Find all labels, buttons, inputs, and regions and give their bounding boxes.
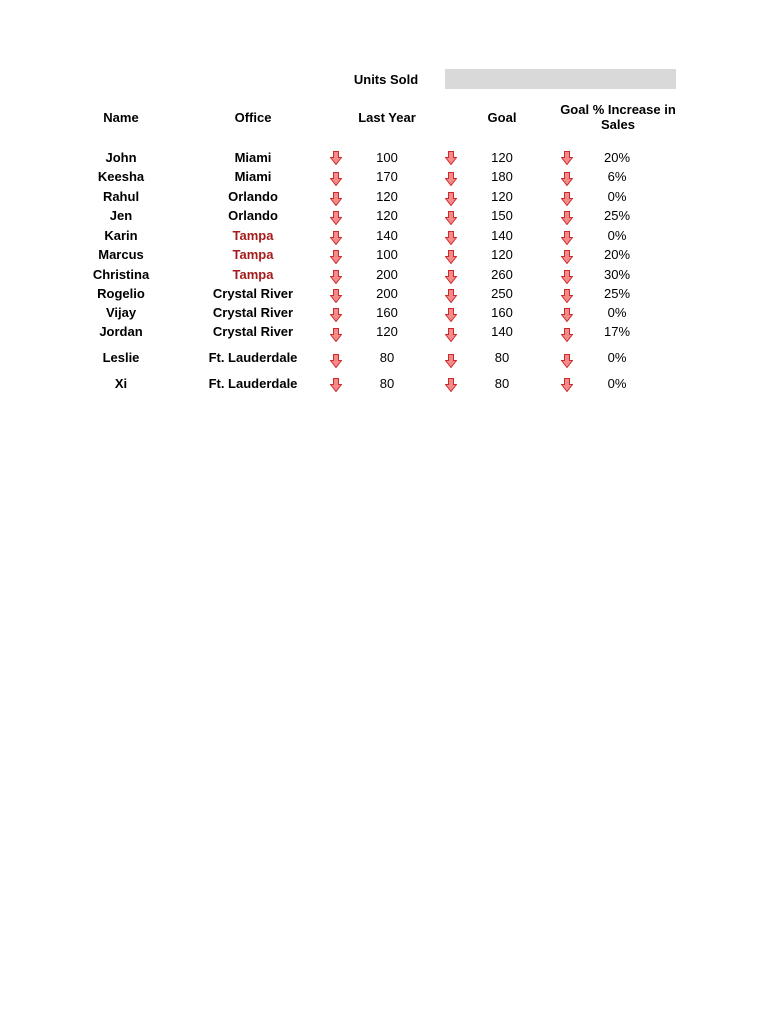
table-row — [0, 247, 768, 267]
cell-last-year: 120 — [376, 208, 398, 223]
units-sold-label: Units Sold — [353, 72, 419, 87]
cell-goal: 150 — [491, 208, 513, 223]
cell-goal-pct: 0% — [607, 189, 627, 204]
header-goal: Goal — [487, 110, 517, 125]
cell-name: Jordan — [99, 324, 143, 339]
cell-name: Keesha — [97, 169, 145, 184]
cell-name: Jen — [109, 208, 133, 223]
table-row — [0, 267, 768, 287]
cell-name: Rahul — [102, 189, 140, 204]
table-row — [0, 208, 768, 228]
cell-office: Ft. Lauderdale — [208, 350, 298, 365]
cell-last-year: 160 — [376, 305, 398, 320]
cell-last-year: 80 — [379, 350, 395, 365]
cell-last-year: 80 — [379, 376, 395, 391]
cell-office: Tampa — [232, 247, 274, 262]
cell-office: Miami — [234, 150, 272, 165]
cell-office: Crystal River — [212, 305, 294, 320]
table-row — [0, 169, 768, 189]
cell-goal-pct: 17% — [603, 324, 631, 339]
cell-goal: 140 — [491, 228, 513, 243]
cell-goal: 120 — [491, 150, 513, 165]
cell-office: Orlando — [228, 189, 278, 204]
cell-last-year: 120 — [376, 324, 398, 339]
header-last-year: Last Year — [358, 110, 416, 125]
cell-goal-pct: 0% — [607, 350, 627, 365]
cell-last-year: 170 — [376, 169, 398, 184]
header-office: Office — [234, 110, 272, 125]
table-row — [0, 305, 768, 325]
cell-name: Rogelio — [97, 286, 145, 301]
cell-last-year: 200 — [376, 286, 398, 301]
units-sold-bar — [445, 69, 676, 89]
header-goal-pct: Goal % Increase in Sales — [560, 102, 676, 132]
cell-goal-pct: 0% — [607, 376, 627, 391]
table-row — [0, 324, 768, 344]
cell-goal: 120 — [491, 247, 513, 262]
cell-office: Orlando — [228, 208, 278, 223]
cell-name: Leslie — [102, 350, 140, 365]
table-row — [0, 286, 768, 306]
cell-goal-pct: 20% — [603, 150, 631, 165]
cell-goal-pct: 0% — [607, 305, 627, 320]
table-row — [0, 228, 768, 248]
cell-goal: 180 — [491, 169, 513, 184]
table-row — [0, 189, 768, 209]
cell-name: Karin — [104, 228, 138, 243]
cell-name: Vijay — [105, 305, 137, 320]
cell-goal: 80 — [494, 350, 510, 365]
cell-name: Christina — [92, 267, 150, 282]
cell-goal-pct: 25% — [603, 208, 631, 223]
cell-last-year: 200 — [376, 267, 398, 282]
header-name: Name — [103, 110, 139, 125]
cell-goal-pct: 25% — [603, 286, 631, 301]
cell-office: Crystal River — [212, 324, 294, 339]
cell-goal: 80 — [494, 376, 510, 391]
cell-office: Crystal River — [212, 286, 294, 301]
cell-goal: 140 — [491, 324, 513, 339]
cell-goal: 120 — [491, 189, 513, 204]
cell-goal-pct: 6% — [607, 169, 627, 184]
cell-office: Tampa — [232, 228, 274, 243]
cell-last-year: 140 — [376, 228, 398, 243]
cell-office: Miami — [234, 169, 272, 184]
table-row — [0, 150, 768, 170]
cell-goal-pct: 0% — [607, 228, 627, 243]
cell-last-year: 100 — [376, 247, 398, 262]
cell-last-year: 120 — [376, 189, 398, 204]
cell-goal-pct: 20% — [603, 247, 631, 262]
cell-goal: 160 — [491, 305, 513, 320]
table-row — [0, 376, 768, 396]
cell-goal: 260 — [491, 267, 513, 282]
cell-name: Xi — [114, 376, 128, 391]
cell-office: Tampa — [232, 267, 274, 282]
cell-name: Marcus — [98, 247, 144, 262]
cell-name: John — [105, 150, 137, 165]
cell-office: Ft. Lauderdale — [208, 376, 298, 391]
cell-last-year: 100 — [376, 150, 398, 165]
cell-goal: 250 — [491, 286, 513, 301]
table-row — [0, 350, 768, 370]
cell-goal-pct: 30% — [603, 267, 631, 282]
